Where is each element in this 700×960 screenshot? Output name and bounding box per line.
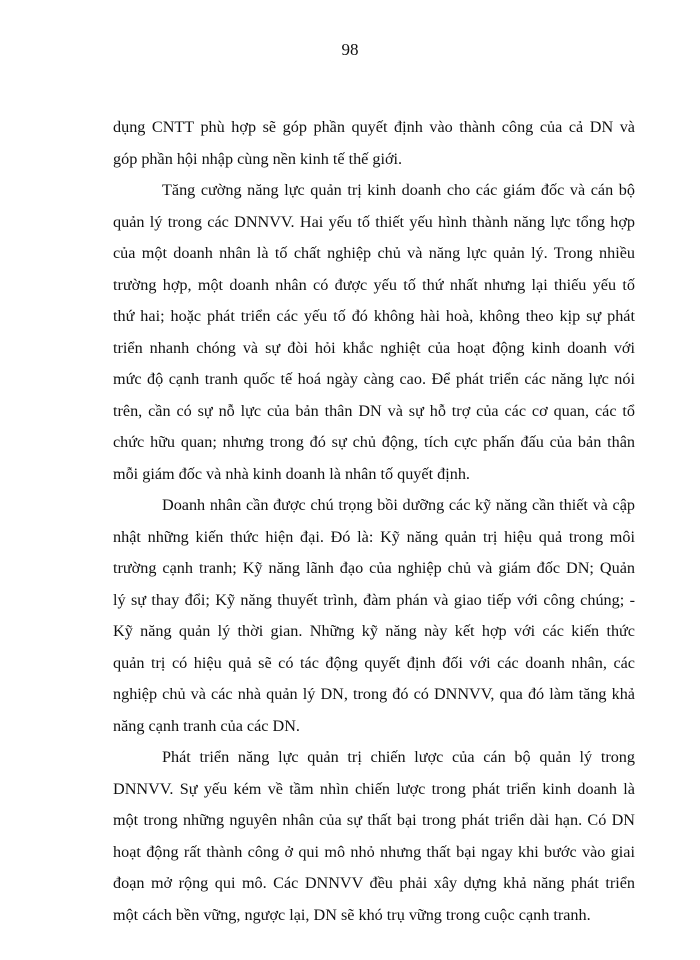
text-line: dụng CNTT phù hợp sẽ góp phần quyết định vào thành công của cả DN và	[113, 118, 635, 136]
text-line: trường hợp, một doanh nhân có được yếu tố thứ nhất nhưng lại thiếu yếu tố	[113, 275, 635, 294]
text-line: mức độ cạnh tranh quốc tế hoá ngày càng cao. Để phát triển các năng lực nói	[113, 370, 635, 388]
paragraph-skills-training	[113, 490, 635, 742]
text-line: thứ hai; hoặc phát triển các yếu tố đó không hài hoà, không theo kịp sự phát	[113, 307, 635, 325]
text-line: Kỹ năng quản lý thời gian. Những kỹ năng này kết hợp với các kiến thức	[113, 622, 635, 640]
text-line: quản lý trong các DNNVV. Hai yếu tố thiết yếu hình thành năng lực tổng hợp	[113, 212, 635, 231]
text-line: một cách bền vững, ngược lại, DN sẽ khó trụ vững trong cuộc cạnh tranh.	[113, 905, 591, 924]
text-line: trường cạnh tranh; Kỹ năng lãnh đạo của nghiệp chủ và giám đốc DN; Quản	[113, 559, 635, 577]
text-line: Phát triển năng lực quản trị chiến lược của cán bộ quản lý trong	[162, 748, 635, 766]
paragraph-continuation	[113, 112, 635, 175]
text-line: góp phần hội nhập cùng nền kinh tế thế giới.	[113, 149, 403, 168]
text-line: chức hữu quan; nhưng trong đó sự chủ động, tích cực phấn đấu của bản thân	[113, 433, 635, 451]
text-line: một trong những nguyên nhân của sự thất bại trong phát triển dài hạn. Có DN	[113, 811, 635, 829]
text-line: quản trị có hiệu quả sẽ có tác động quyết định đối với các doanh nhân, các	[113, 653, 635, 672]
text-line: đoạn mở rộng qui mô. Các DNNVV đều phải xây dựng khả năng phát triển	[113, 874, 635, 892]
paragraph-strategic-management	[113, 742, 635, 931]
text-line: nhật những kiến thức hiện đại. Đó là: Kỹ năng quản trị hiệu quả trong môi	[113, 527, 635, 546]
paragraph-management-capacity	[113, 175, 635, 490]
text-line: DNNVV. Sự yếu kém về tầm nhìn chiến lược trong phát triển kinh doanh là	[113, 779, 635, 798]
page-number: 98	[341, 40, 359, 59]
body-text	[113, 112, 635, 931]
text-line: triển nhanh chóng và sự đòi hỏi khắc nghiệt của hoạt động kinh doanh với	[113, 338, 635, 357]
text-line: mỗi giám đốc và nhà kinh doanh là nhân tố quyết định.	[113, 464, 470, 483]
text-line: năng cạnh tranh của các DN.	[113, 716, 300, 735]
text-line: Tăng cường năng lực quản trị kinh doanh cho các giám đốc và cán bộ	[162, 181, 635, 199]
text-line: Doanh nhân cần được chú trọng bồi dưỡng các kỹ năng cần thiết và cập	[162, 496, 635, 514]
text-line: lý sự thay đổi; Kỹ năng thuyết trình, đàm phán và giao tiếp với công chúng; -	[113, 590, 635, 609]
text-line: nghiệp chủ và các nhà quản lý DN, trong đó có DNNVV, qua đó làm tăng khả	[113, 685, 635, 703]
text-line: hoạt động rất thành công ở qui mô nhỏ nhưng thất bại ngay khi bước vào giai	[113, 842, 635, 861]
text-line: trên, cần có sự nỗ lực của bản thân DN và sự hỗ trợ của các cơ quan, các tổ	[113, 401, 635, 420]
text-line: của một doanh nhân là tố chất nghiệp chủ và năng lực quản lý. Trong nhiều	[113, 244, 635, 262]
